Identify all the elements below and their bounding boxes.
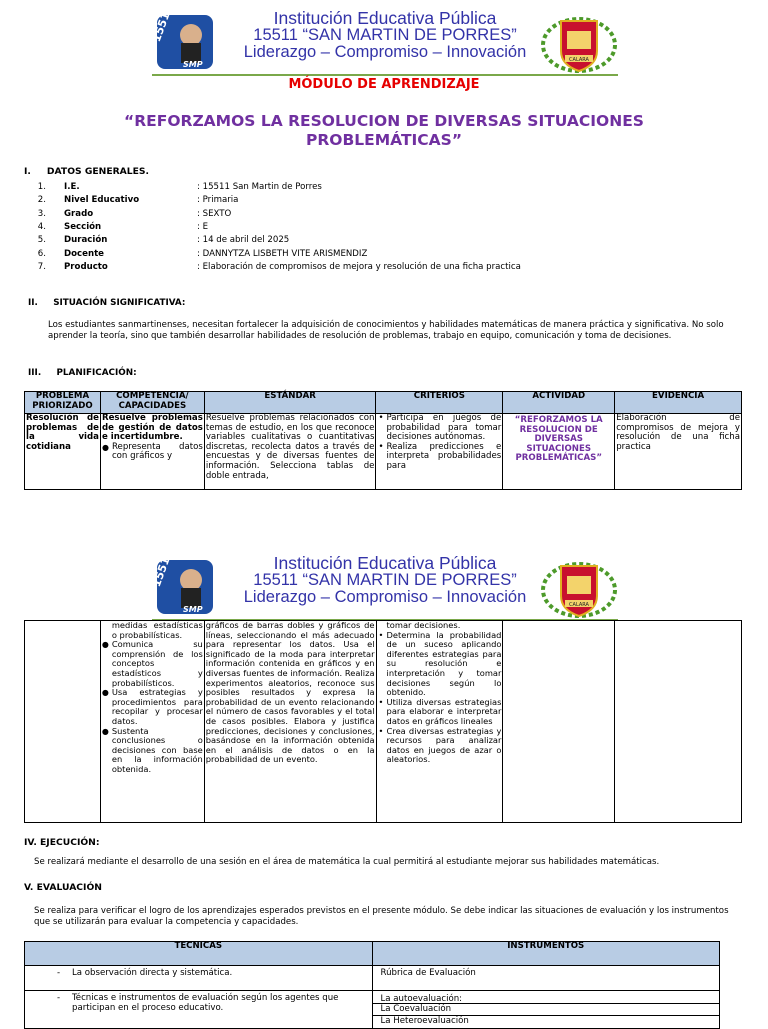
col-tecnicas: TECNICAS [25, 942, 373, 966]
planning-table-continued [24, 620, 742, 823]
datos-number: 3. [37, 208, 46, 219]
svg-text:SMP: SMP [183, 605, 203, 614]
section-heading-planificacion: III. PLANIFICACIÓN: [28, 368, 137, 378]
datos-number: 1. [37, 182, 46, 192]
section-heading-datos: I. DATOS GENERALES. [24, 166, 150, 177]
institution-name: Institución Educativa Pública [273, 553, 497, 573]
col-problema: PROBLEMA PRIORIZADO [25, 392, 101, 414]
datos-label: I.E. [64, 182, 80, 192]
datos-value: : E [197, 221, 209, 232]
col-estandar: ESTÁNDAR [204, 392, 376, 414]
module-label: MÓDULO DE APRENDIZAJE [288, 77, 480, 92]
datos-number: 6. [37, 248, 46, 259]
datos-value: : Elaboración de compromisos de mejora y resolución de una ficha practica [197, 261, 521, 272]
datos-number: 2. [37, 195, 46, 206]
capacidad-item: ● Sustenta conclusiones o decisiones con base en la información obtenida. [102, 727, 203, 775]
datos-row [32, 235, 752, 246]
capacidades-list-p1 [102, 443, 203, 462]
datos-value: : SEXTO [197, 208, 232, 219]
svg-text:SMP: SMP [183, 60, 203, 69]
evaluation-row [25, 966, 720, 991]
planning-row [25, 414, 742, 490]
datos-row [32, 249, 752, 260]
evaluation-header-row [25, 942, 720, 966]
criterio-item: • Determina la probabilidad de un suceso aplicando diferentes estrategias para su resolución e interpretación y tomar decisiones según lo obtenido. [378, 631, 502, 698]
module-title: “REFORZAMOS LA RESOLUCION DE DIVERSAS SITUACIONES PROBLEMÁTICAS” [124, 112, 644, 149]
datos-row [32, 222, 752, 233]
col-instrumentos: INSTRUMENTOS [372, 942, 720, 966]
evaluation-row [25, 991, 720, 1029]
capacidad-item: ● Representa datos con gráficos y [102, 443, 203, 462]
section-heading-situacion: II. SITUACIÓN SIGNIFICATIVA: [28, 298, 186, 308]
school-logo-left [149, 3, 215, 71]
datos-value: : 15511 San Martin de Porres [197, 182, 322, 192]
svg-text:15511: 15511 [149, 548, 176, 589]
evaluation-table [24, 941, 720, 1029]
school-name: 15511 “SAN MARTIN DE PORRES” [253, 26, 517, 44]
datos-label: Producto [64, 261, 108, 272]
estandar-cell: Resuelve problemas relacionados con temas de estudio, en los que reconoce variables cualitativas o cuantitativas discretas, recolecta datos a través de encuestas y de diversas fuentes de información. Selecciona tablas de doble entrada, [205, 413, 375, 481]
institution-title [230, 10, 540, 61]
planning-table [24, 391, 742, 490]
competencia-title: Resuelve problemas de gestión de datos e incertidumbre. [101, 413, 203, 443]
instrumento-item: La Coevaluación [373, 1004, 720, 1016]
school-shield-logo [541, 560, 617, 618]
school-shield-logo [541, 15, 617, 73]
datos-row [32, 182, 752, 193]
problema-cell: Resolución de problemas de la vida cotidiana [26, 413, 99, 452]
datos-label: Nivel Educativo [64, 195, 140, 206]
capacidad-item: ● Usa estrategias y procedimientos para recopilar y procesar datos. [102, 688, 203, 726]
criterio-item: • Crea diversas estrategias y recursos para analizar datos en juegos de azar o aleatorios. [378, 727, 502, 765]
school-logo-left [149, 548, 215, 616]
tecnica-text: Técnicas e instrumentos de evaluación según los agentes que participan en el proceso educativo. [72, 993, 339, 1013]
instrumento-item: La autoevaluación: [373, 991, 720, 1004]
section-heading-evaluacion: V. EVALUACIÓN [24, 882, 102, 893]
tecnica-item: - Técnicas e instrumentos de evaluación según los agentes que participan en el proceso educativo. [57, 993, 339, 1013]
evaluacion-text: Se realiza para verificar el logro de los aprendizajes esperados previstos en el presente módulo. Se debe indicar las situaciones de evaluación y los instrumentos que se utilizarán para evaluar la competencia y capacidades. [34, 906, 729, 927]
svg-text:CALARA: CALARA [569, 602, 589, 608]
page-header [0, 3, 768, 76]
ejecucion-text: Se realizará mediante el desarrollo de una sesión en el área de matemática la cual permitirá al estudiante mejorar sus habilidades matemáticas. [34, 857, 660, 867]
tecnica-text: La observación directa y sistemática. [72, 968, 233, 978]
estandar-continued: gráficos de barras dobles y gráficos de líneas, seleccionando el más adecuado para representar los datos. Usa el significado de la moda para interpretar información contenida en gráficos y en diversas fuentes de información. Realiza experimentos aleatorios, reconoce sus posibles resultados y expresa la probabilidad de un evento relacionando el número de casos favorables y el total de casos posibles. Elabora y justifica predicciones, decisiones y conclusiones, basándose en la información obtenida en el análisis de datos o en la probabilidad de un evento. [205, 620, 375, 765]
col-actividad: ACTIVIDAD [503, 392, 615, 414]
datos-label: Grado [64, 208, 94, 219]
criterio-item: • Utiliza diversas estrategias para elaborar e interpretar datos en gráficos lineales [378, 698, 502, 727]
actividad-cell: “REFORZAMOS LA RESOLUCION DE DIVERSAS SITUACIONES PROBLEMÁTICAS” [503, 414, 615, 490]
capacidades-list-p2 [102, 640, 203, 774]
capacidad-item: ● Comunica su comprensión de los conceptos estadísticos y probabilísticos. [102, 640, 203, 688]
criterio-item: • Participa en juegos de probabilidad para tomar decisiones autónomas. [377, 414, 501, 443]
planning-row-continued [25, 621, 742, 823]
criterio-item: • Realiza predicciones e interpreta probabilidades para [377, 443, 501, 472]
instrumento-text: Rúbrica de Evaluación [372, 966, 720, 991]
tecnica-item: - La observación directa y sistemática. [57, 968, 233, 978]
criterios-list-p2 [378, 631, 502, 765]
institution-title [230, 555, 540, 606]
header-divider [152, 74, 618, 76]
institution-name: Institución Educativa Pública [273, 8, 497, 28]
datos-row [32, 209, 752, 220]
datos-label: Sección [64, 221, 102, 232]
evidencia-cell: Elaboración de compromisos de mejora y resolución de una ficha practica [615, 414, 742, 490]
datos-value: : DANNYTZA LISBETH VITE ARISMENDIZ [197, 248, 368, 259]
datos-label: Duración [64, 235, 108, 246]
situacion-text: Los estudiantes sanmartinenses, necesitan fortalecer la adquisición de conocimientos y habilidades matemáticas de manera práctica y significativa. No solo aprender la teoría, sino que también desarrollar habilidades de resolución de problemas, trabajo en equipo, comunicación y toma de decisiones. [48, 320, 724, 341]
col-evidencia: EVIDENCIA [615, 392, 742, 414]
datos-number: 4. [37, 221, 46, 232]
criterios-list-p1 [377, 414, 501, 472]
col-criterios: CRITERIOS [376, 392, 503, 414]
page-header-2 [0, 548, 768, 621]
instrumento-item: La Heteroevaluación [380, 1016, 469, 1026]
school-motto: Liderazgo – Compromiso – Innovación [243, 43, 527, 61]
svg-text:15511: 15511 [149, 3, 176, 44]
datos-value: : 14 de abril del 2025 [197, 235, 290, 246]
planning-header-row [25, 392, 742, 414]
datos-value: : Primaria [197, 195, 239, 206]
school-motto: Liderazgo – Compromiso – Innovación [243, 588, 527, 606]
school-name: 15511 “SAN MARTIN DE PORRES” [253, 571, 517, 589]
datos-row [32, 262, 752, 273]
section-heading-ejecucion: IV. EJECUCIÓN: [24, 837, 100, 848]
criterio-continued: tomar decisiones. [386, 620, 461, 630]
datos-label: Docente [64, 248, 105, 259]
datos-number: 5. [37, 235, 46, 246]
col-competencia: COMPETENCIA/ CAPACIDADES [100, 392, 204, 414]
capacidad-continued: medidas estadísticas o probabilísticas. [111, 620, 203, 640]
datos-row [32, 195, 752, 206]
datos-number: 7. [37, 261, 46, 272]
svg-text:CALARA: CALARA [569, 57, 589, 63]
